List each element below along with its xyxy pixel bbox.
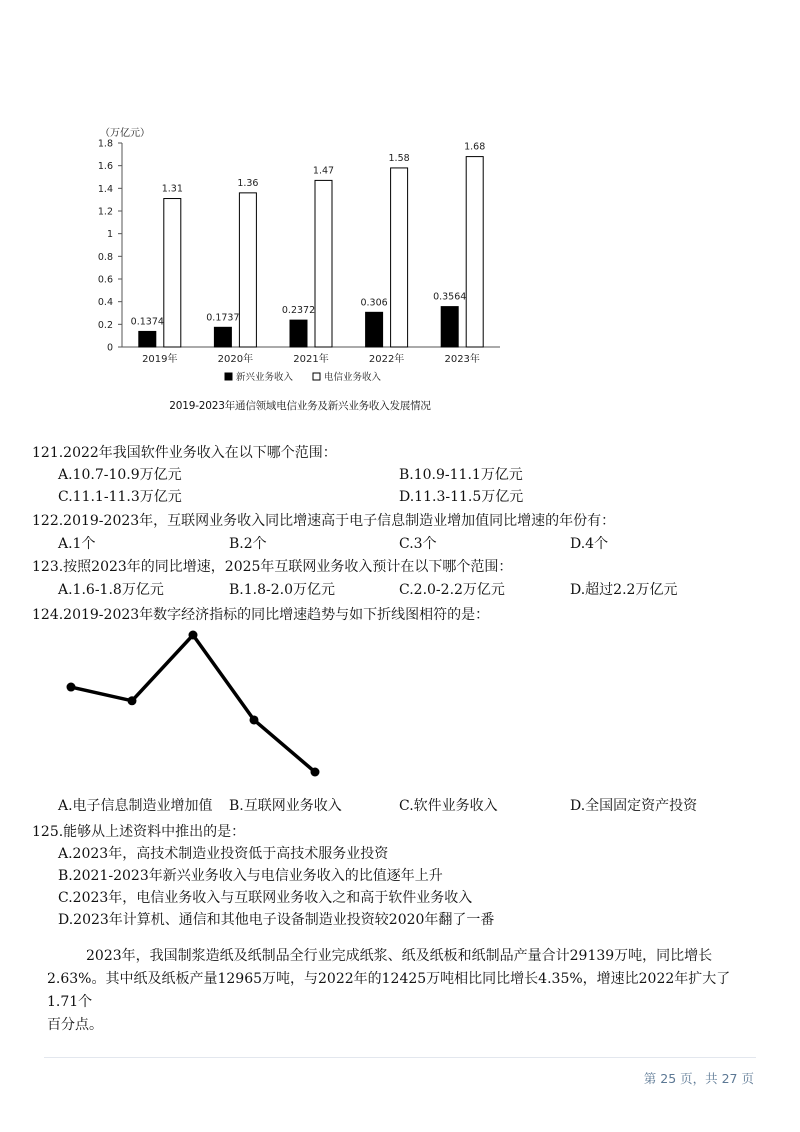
bar-chart-svg [80,118,520,418]
trend-point [250,715,259,724]
q123-option-b: B.1.8-2.0万亿元 [229,582,335,598]
data-label: 0.1374 [130,316,164,328]
q122-option-a: A.1个 [58,536,96,552]
data-label: 0.306 [360,297,388,309]
q123-option-c: C.2.0-2.2万亿元 [399,582,505,598]
y-tick-label: 1.4 [97,183,113,195]
q125-option-b: B.2021-2023年新兴业务收入与电信业务收入的比值逐年上升 [58,868,443,884]
trend-point [67,683,76,692]
legend-swatch [225,373,232,380]
chart-caption: 2019-2023年通信领域电信业务及新兴业务收入发展情况 [169,400,431,412]
trend-line [71,635,315,772]
data-label: 0.2372 [281,305,316,317]
question-122-stem: 122.2019-2023年，互联网业务收入同比增速高于电子信息制造业增加值同比增速的年份有： [32,513,616,529]
question-123-stem: 123.按照2023年的同比增速，2025年互联网业务收入预计在以下哪个范围： [32,559,513,575]
trend-line-svg [55,622,335,787]
bar-emerging-revenue [441,307,458,347]
q122-option-d: D.4个 [570,536,609,552]
bar-chart [80,118,520,418]
x-tick-label: 2021年 [293,354,329,365]
bar-emerging-revenue [214,327,231,347]
y-tick-label: 1.6 [97,161,113,173]
q124-option-d: D.全国固定资产投资 [570,798,698,814]
data-label: 1.58 [388,152,410,164]
data-label: 1.47 [312,165,335,177]
x-tick-label: 2019年 [142,354,178,365]
legend-swatch [313,373,320,380]
y-tick-label: 0.8 [97,251,113,263]
question-125-stem: 125.能够从上述资料中推出的是： [32,824,246,840]
passage-line-1: 2023年，我国制浆造纸及纸制品全行业完成纸浆、纸及纸板和纸制品产量合计29139万吨，同比增长 [86,948,713,964]
bar-emerging-revenue [139,331,156,347]
bar-telecom-revenue [239,193,256,347]
data-label: 1.31 [161,183,183,195]
q123-option-a: A.1.6-1.8万亿元 [58,582,164,598]
y-axis-unit: （万亿元） [100,128,150,139]
bar-telecom-revenue [315,180,332,347]
question-124-stem: 124.2019-2023年数字经济指标的同比增速趋势与如下折线图相符的是： [32,607,490,623]
bar-emerging-revenue [366,312,383,347]
y-tick-label: 1.2 [97,206,113,218]
data-label: 1.36 [237,177,259,189]
footer-divider [44,1057,756,1058]
y-tick-label: 0.4 [97,297,113,309]
passage-line-3: 百分点。 [47,1017,103,1033]
trend-point [311,768,320,777]
q123-option-d: D.超过2.2万亿元 [570,582,678,598]
y-tick-label: 1 [106,229,113,241]
q124-option-c: C.软件业务收入 [399,798,498,814]
data-label: 1.68 [464,141,486,153]
q122-option-c: C.3个 [399,536,437,552]
trend-point [189,631,198,640]
trend-line-figure [55,622,335,787]
data-label: 0.3564 [433,291,467,303]
question-121-stem: 121.2022年我国软件业务收入在以下哪个范围： [32,445,337,461]
x-tick-label: 2022年 [368,354,405,365]
q121-option-a: A.10.7-10.9万亿元 [58,467,182,483]
bar-telecom-revenue [391,168,408,347]
passage-line-2: 2.63%。其中纸及纸板产量12965万吨，与2022年的12425万吨相比同比增长4.35%，增速比2022年扩大了1.71个 [47,971,731,1010]
q124-option-a: A.电子信息制造业增加值 [58,798,213,814]
q122-option-b: B.2个 [229,536,267,552]
q121-option-c: C.11.1-11.3万亿元 [58,489,182,505]
page-number: 第 25 页，共 27 页 [643,1071,754,1086]
data-label: 0.1737 [206,312,240,324]
y-tick-label: 0.6 [97,274,113,286]
legend-label: 电信业务收入 [324,372,382,383]
x-tick-label: 2023年 [444,354,480,365]
y-tick-label: 1.8 [97,138,113,150]
q121-option-d: D.11.3-11.5万亿元 [399,489,524,505]
bar-emerging-revenue [290,320,307,347]
passage [47,945,747,1037]
trend-point [128,696,137,705]
y-tick-label: 0 [106,342,113,354]
q125-option-d: D.2023年计算机、通信和其他电子设备制造业投资较2020年翻了一番 [58,912,495,928]
q124-option-b: B.互联网业务收入 [229,798,342,814]
legend-label: 新兴业务收入 [236,372,294,383]
bar-telecom-revenue [466,157,483,347]
q125-option-a: A.2023年，高技术制造业投资低于高技术服务业投资 [58,846,389,862]
bar-telecom-revenue [164,199,181,347]
q121-option-b: B.10.9-11.1万亿元 [399,467,523,483]
x-tick-label: 2020年 [217,354,254,365]
y-tick-label: 0.2 [97,319,113,331]
q125-option-c: C.2023年，电信业务收入与互联网业务收入之和高于软件业务收入 [58,890,473,906]
